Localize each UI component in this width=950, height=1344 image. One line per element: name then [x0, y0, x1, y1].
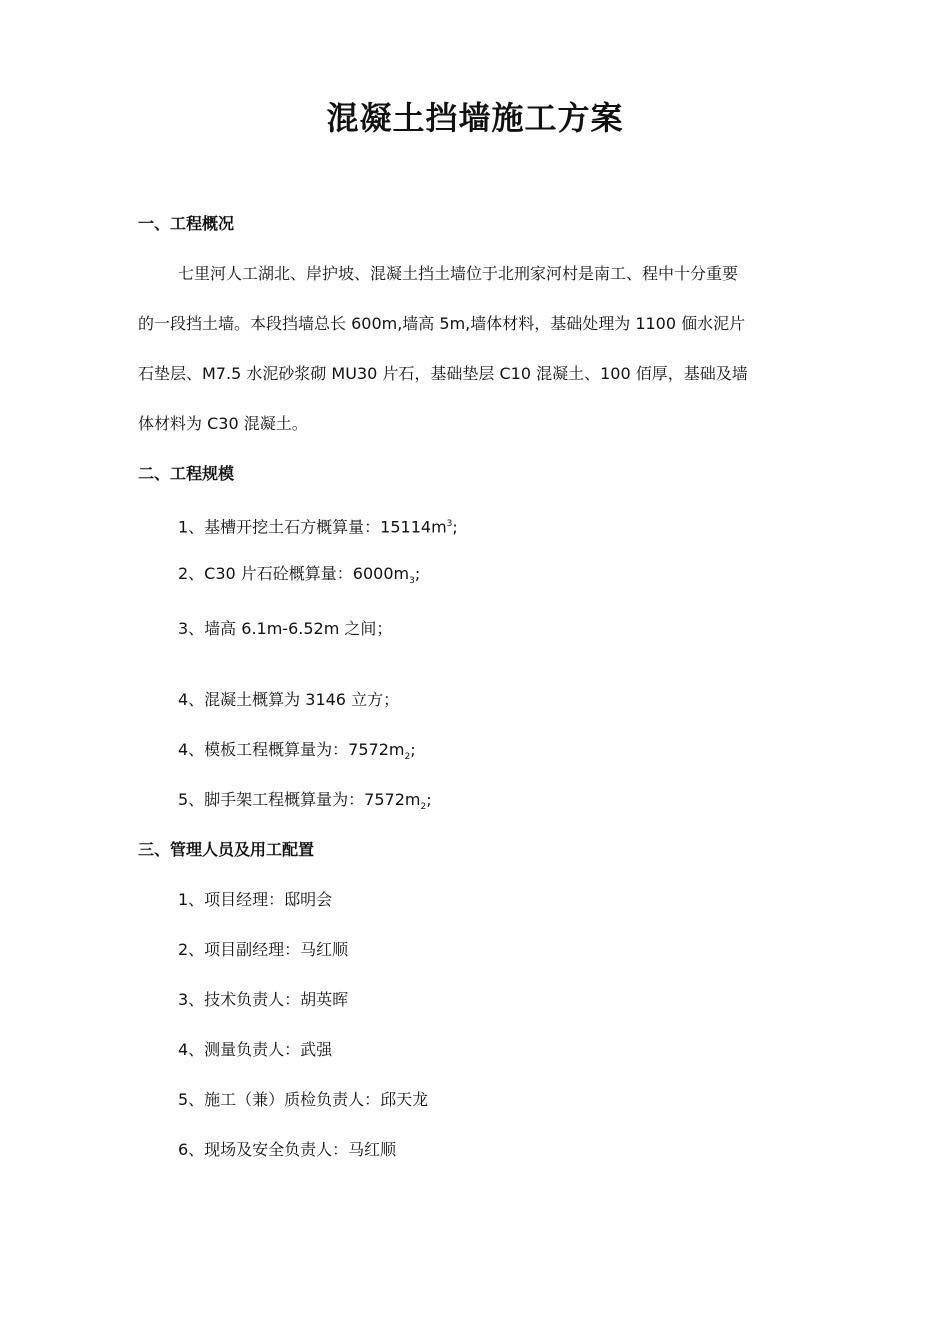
list-item-tail: ;	[410, 740, 416, 759]
paragraph-line-3: 石垫层、M7.5 水泥砂浆砌 MU30 片石，基础垫层 C10 混凝土、100 佰厚，基础及墙	[138, 364, 748, 383]
list-item: 3、技术负责人：胡英晖	[178, 990, 349, 1009]
paragraph-line-4: 体材料为 C30 混凝土。	[138, 414, 308, 433]
subscript: 2	[404, 752, 411, 763]
list-item: 4、测量负责人：武强	[178, 1040, 333, 1059]
list-item	[178, 688, 399, 712]
page-title: 混凝土挡墙施工方案	[326, 99, 624, 137]
list-item-tail: ;	[452, 517, 458, 537]
list-item-text: 4、混凝土概算为 3146 立方；	[178, 690, 400, 709]
list-item	[178, 788, 432, 819]
subscript: 3	[409, 576, 415, 587]
superscript: 3	[446, 519, 453, 529]
subscript: 2	[420, 802, 427, 813]
list-item-text: 4、模板工程概算量为：7572m	[178, 740, 405, 759]
list-item: 5、施工（兼）质检负责人：邱天龙	[178, 1090, 429, 1109]
section-heading-staffing: 三、管理人员及用工配置	[138, 840, 315, 859]
list-item-text: 5、脚手架工程概算量为：7572m	[178, 790, 421, 809]
list-item	[178, 562, 420, 593]
list-item: 1、项目经理：邸明会	[178, 890, 333, 909]
paragraph-line-2: 的一段挡土墙。本段挡墙总长 600m,墙高 5m,墙体材料，基础处理为 1100 偭水泥片	[138, 314, 746, 333]
list-item-tail: ;	[426, 790, 432, 809]
list-item: 6、现场及安全负责人：马红顺	[178, 1140, 397, 1159]
list-item-tail: ;	[414, 564, 421, 583]
paragraph-line-1: 七里河人工湖北、岸护坡、混凝土挡土墙位于北刑家河村是南工、程中十分重要	[178, 264, 739, 283]
list-item-text: 2、C30 片石砼概算量：6000m	[178, 564, 410, 583]
list-item	[178, 617, 392, 641]
section-heading-scale: 二、工程规模	[138, 464, 235, 483]
list-item	[178, 738, 416, 769]
list-item	[178, 512, 458, 539]
list-item: 2、项目副经理：马红顺	[178, 940, 349, 959]
section-heading-overview: 一、工程概况	[138, 214, 235, 233]
list-item-text: 3、墙高 6.1m-6.52m 之间；	[178, 619, 393, 638]
list-item-text: 1、基槽开挖土石方概算量：15114m	[178, 517, 447, 537]
